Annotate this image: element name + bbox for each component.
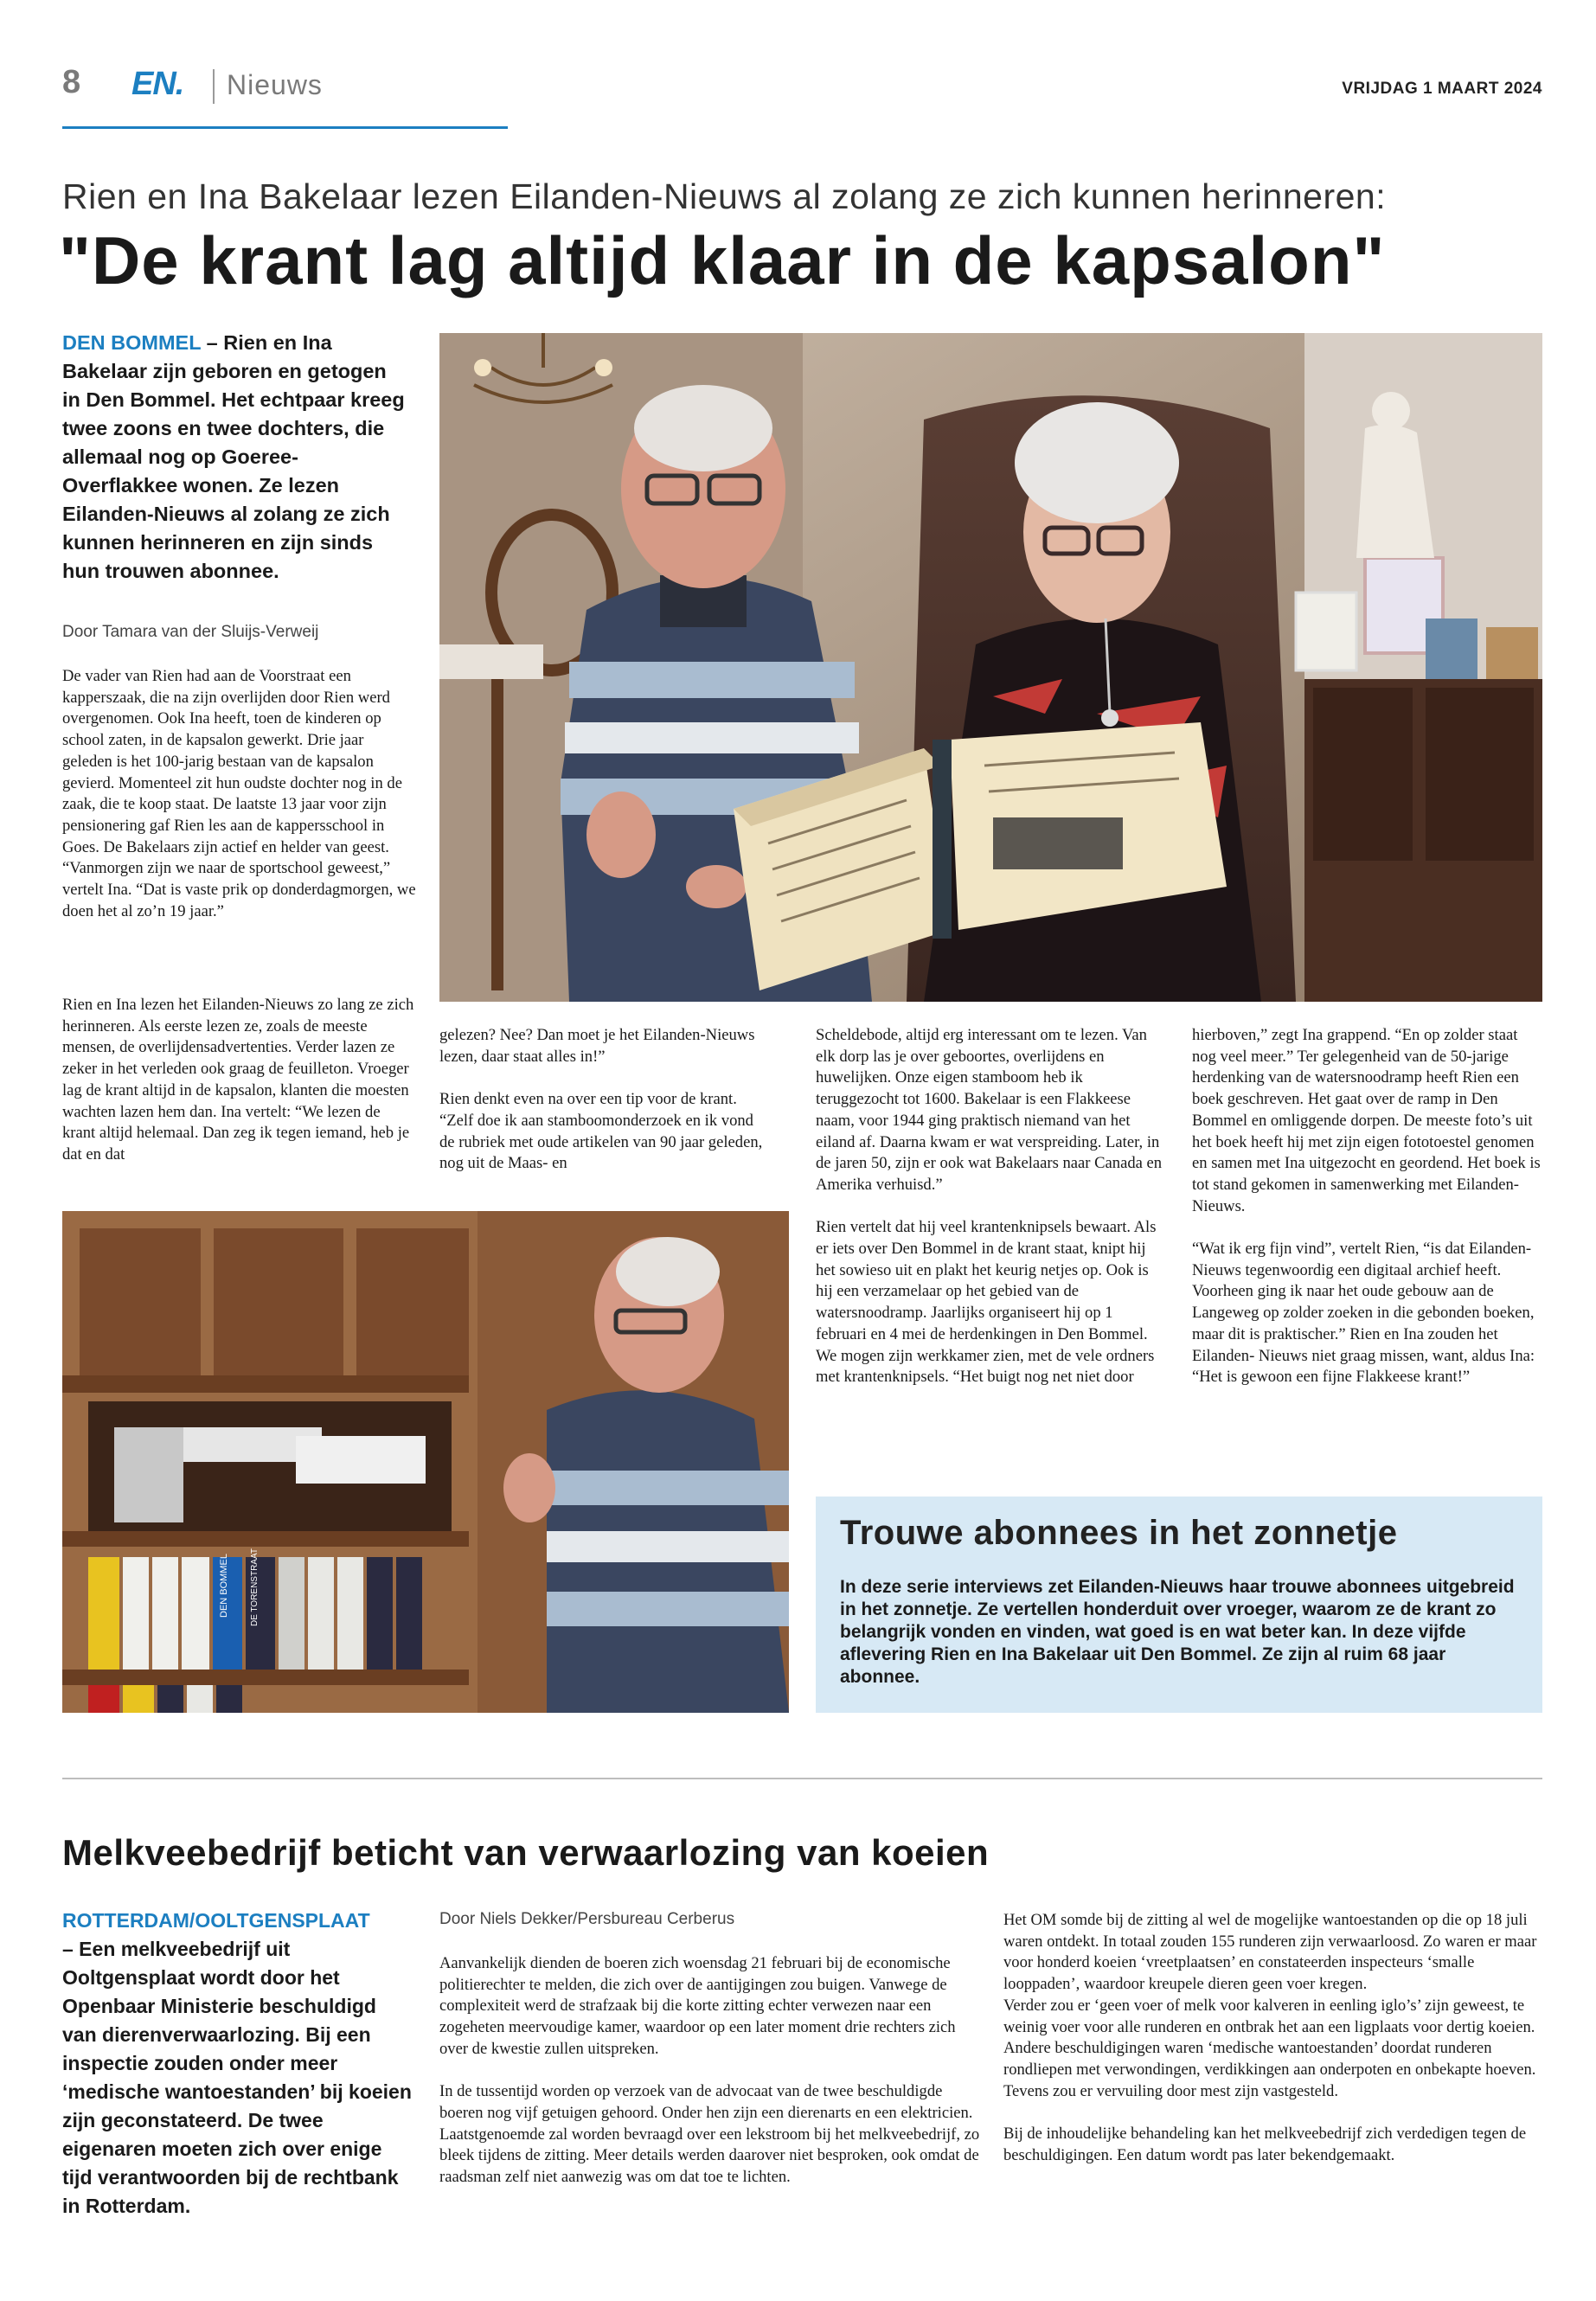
paragraph: Verder zou er ‘geen voer of melk voor kalveren in eenling iglo’s’ zijn geweest, te weinig voer voor alle runderen en ontbrak het aan een ligplaats voor dertig koeien. Andere beschuldigingen waren ‘medische wantoestanden’ doordat runderen rondliepen met verwondingen, verdikkingen aan onderpoten en onbekapte hoeven. Tevens zou er vervuiling door mest zijn vastgesteld. xyxy=(1003,1996,1536,2100)
paragraph: Scheldebode, altijd erg interessant om te lezen. Van elk dorp las je over geboortes, overlijdens en huwelijken. Onze eigen stamboom heb ik teruggezocht tot 1600. Bakelaar is een Flakkeese naam, voor 1944 ging praktisch niemand van het eiland af. Daarna kwam er wat verspreiding. Later, in de jaren 50, zijn er ook wat Bakelaars naar Canada en Amerika verhuisd.” xyxy=(816,1026,1163,1194)
info-box xyxy=(816,1497,1542,1713)
paragraph: Rien vertelt dat hij veel krantenknipsels bewaart. Als er iets over Den Bommel in de krant staat, knipt hij het sowieso uit en plakt het keurig netjes op. Ook is hij een verzamelaar op het gebied van de watersnoodramp. Jaarlijks organiseert hij op 1 februari en 4 mei de herdenkingen in Den Bommel. We mogen zijn werkkamer zien, met de vele ordners met krantenknipsels. “Het buigt nog net niet door xyxy=(816,1218,1157,1387)
body-column-4 xyxy=(1192,1025,1542,1410)
header-separator xyxy=(213,69,215,104)
paragraph: “Wat ik erg fijn vind”, vertelt Rien, “is dat Eilanden-Nieuws tegenwoordig een digitaal archief heeft. Voorheen ging ik naar het oude gebouw aan de Langeweg op zolder zoeken in die gebonden boeken, maar dit is praktischer.” Rien en Ina zouden het Eilanden- Nieuws niet graag missen, want, aldus Ina: “Het is gewoon een fijne Flakkeese krant!” xyxy=(1192,1240,1535,1387)
couple-photo-illustration xyxy=(439,333,1542,1002)
body-column-3 xyxy=(816,1025,1166,1410)
paragraph: Rien denkt even na over een tip voor de krant. “Zelf doe ik aan stamboomonderzoek en ik vond de rubriek met oude artikelen van 90 jaar geleden, nog uit de Maas- en xyxy=(439,1090,763,1173)
article-headline: "De krant lag altijd klaar in de kapsalon" xyxy=(59,222,1386,298)
info-box-text: In deze serie interviews zet Eilanden-Nieuws haar trouwe abonnees uitgebreid in het zonnetje. Ze vertellen honderduit over vroeger, waarom ze de krant zo belangrijk vonden en vinden, wat goed is en wat beter kan. In deze vijfde aflevering Rien en Ina Bakelaar uit Den Bommel. Ze zijn al ruim 68 jaar abonnee. xyxy=(840,1577,1515,1687)
paragraph: De vader van Rien had aan de Voorstraat een kapperszaak, die na zijn overlijden door Rien werd overgenomen. Ook Ina heeft, toen de kinderen op school zaten, in de kapsalon gewerkt. Drie jaar geleden is het 100-jarig bestaan van de kapsalon gevierd. Momenteel zit hun oudste dochter nog in de zaak, die te koop staat. De laatste 13 jaar voor zijn pensionering gaf Rien les aan de kappersschool in Goes. De Bakelaars zijn actief en helder van geest. “Vanmorgen zijn we naar de sportschool geweest,” vertelt Ina. “Dat is vaste prik op donderdagmorgen, we doen het al zo’n 19 jaar.” xyxy=(62,667,416,920)
binder-label: DEN BOMMEL xyxy=(219,1554,229,1618)
issue-date: VRIJDAG 1 MAART 2024 xyxy=(1342,80,1542,98)
article-kicker: Rien en Ina Bakelaar lezen Eilanden-Nieuws al zolang ze zich kunnen herinneren: xyxy=(62,176,1387,216)
body-column-1 xyxy=(62,666,417,944)
article-2-column-1 xyxy=(439,1953,980,2209)
article-2-headline: Melkveebedrijf beticht van verwaarlozing van koeien xyxy=(62,1832,990,1873)
couple-photo xyxy=(439,333,1542,1002)
newspaper-logo: EN. xyxy=(131,66,184,102)
paragraph: Het OM somde bij de zitting al wel de mogelijke wantoestanden op die op 18 juli waren ontdekt. In totaal zouden 155 runderen zijn verwaarloosd. Zo waren er maar voor honderd koeien ‘vreetplaatsen’ en constateerden inspecteurs ‘smalle looppaden’, waardoor kreupele dieren geen voer kregen. xyxy=(1003,1911,1537,1994)
lead-text: – Rien en Ina Bakelaar zijn geboren en getogen in Den Bommel. Het echtpaar kreeg twee zoons en twee dochters, die allemaal nog op Goeree-Overflakkee wonen. Ze lezen Eilanden-Nieuws al zolang ze zich kunnen herinneren en zijn sinds hun trouwen abonnee. xyxy=(62,331,405,582)
paragraph: In de tussentijd worden op verzoek van de advocaat van de twee beschuldigde boeren nog vijf getuigen gehoord. Onder hen zijn een dierenarts en een elektricien. Laatstgenoemde zal worden bevraagd over een lekstroom bij het melkveebedrijf, zo bleek tijdens de zitting. Meer details werden daarover niet besproken, ook omdat de raadsman zelf niet aanwezig was om dat toe te lichten. xyxy=(439,2082,980,2187)
dateline: DEN BOMMEL xyxy=(62,331,202,354)
dateline: ROTTERDAM/OOLTGENSPLAAT xyxy=(62,1909,370,1932)
info-box-title: Trouwe abonnees in het zonnetje xyxy=(840,1514,1398,1552)
section-title: Nieuws xyxy=(227,69,323,100)
paragraph: Bij de inhoudelijke behandeling kan het melkveebedrijf zich verdedigen tegen de beschuldigingen. Een datum wordt pas later bekendgemaakt. xyxy=(1003,2125,1527,2164)
binder-label: DE TORENSTRAAT xyxy=(250,1548,260,1626)
paragraph: Aanvankelijk dienden de boeren zich woensdag 21 februari bij de economische politierechter te melden, die zich over de aantijgingen zou buigen. Vanwege de complexiteit werd de strafzaak bij die korte zitting echter verwezen naar een zogeheten meervoudige kamer, waardoor op een later moment drie rechters zich over de kwestie zullen uitspreken. xyxy=(439,1954,956,2058)
page-number: 8 xyxy=(62,64,81,100)
article-2-column-2 xyxy=(1003,1910,1542,2188)
article-divider xyxy=(62,1778,1542,1779)
paragraph: gelezen? Nee? Dan moet je het Eilanden-Nieuws lezen, daar staat alles in!” xyxy=(439,1026,755,1066)
lead-text: – Een melkveebedrijf uit Ooltgensplaat wordt door het Openbaar Ministerie beschuldigd van dierenverwaarlozing. Bij een inspectie zouden onder meer ‘medische wantoestanden’ bij koeien zijn geconstateerd. De twee eigenaren moeten zich over enige tijd verantwoorden bij de rechtbank in Rotterdam. xyxy=(62,1938,412,2217)
article-lead xyxy=(62,329,408,586)
body-column-2 xyxy=(439,1025,768,1196)
paragraph: Rien en Ina lezen het Eilanden-Nieuws zo lang ze zich herinneren. Als eerste lezen ze, zoals de meeste mensen, de overlijdensadvertenties. Verder lazen ze zeker in het verleden ook graag de feuilleton. Vroeger lag de krant altijd in de kapsalon, klanten die moesten wachten lazen hem dan. Ina vertelt: “We lezen de krant altijd helemaal. Dan zeg ik tegen iemand, heb je dat en dat xyxy=(62,996,414,1163)
article-2-byline: Door Niels Dekker/Persbureau Cerberus xyxy=(439,1910,735,1928)
body-column-1-continued xyxy=(62,995,417,1187)
binders-photo xyxy=(62,1211,789,1713)
paragraph: hierboven,” zegt Ina grappend. “En op zolder staat nog veel meer.” Ter gelegenheid van de 50-jarige herdenking van de watersnoodramp heeft Rien een boek geschreven. Het gaat over de ramp in Den Bommel en omliggende dorpen. De meeste foto’s uit het boek heeft hij met zijn eigen fototoestel genomen en samen met Ina uitgezocht en geordend. Het boek is tot stand gekomen in samenwerking met Eilanden-Nieuws. xyxy=(1192,1026,1541,1215)
article-2-lead xyxy=(62,1907,413,2221)
binders-photo-illustration xyxy=(62,1211,789,1713)
header-rule xyxy=(62,126,508,129)
byline: Door Tamara van der Sluijs-Verweij xyxy=(62,623,319,641)
